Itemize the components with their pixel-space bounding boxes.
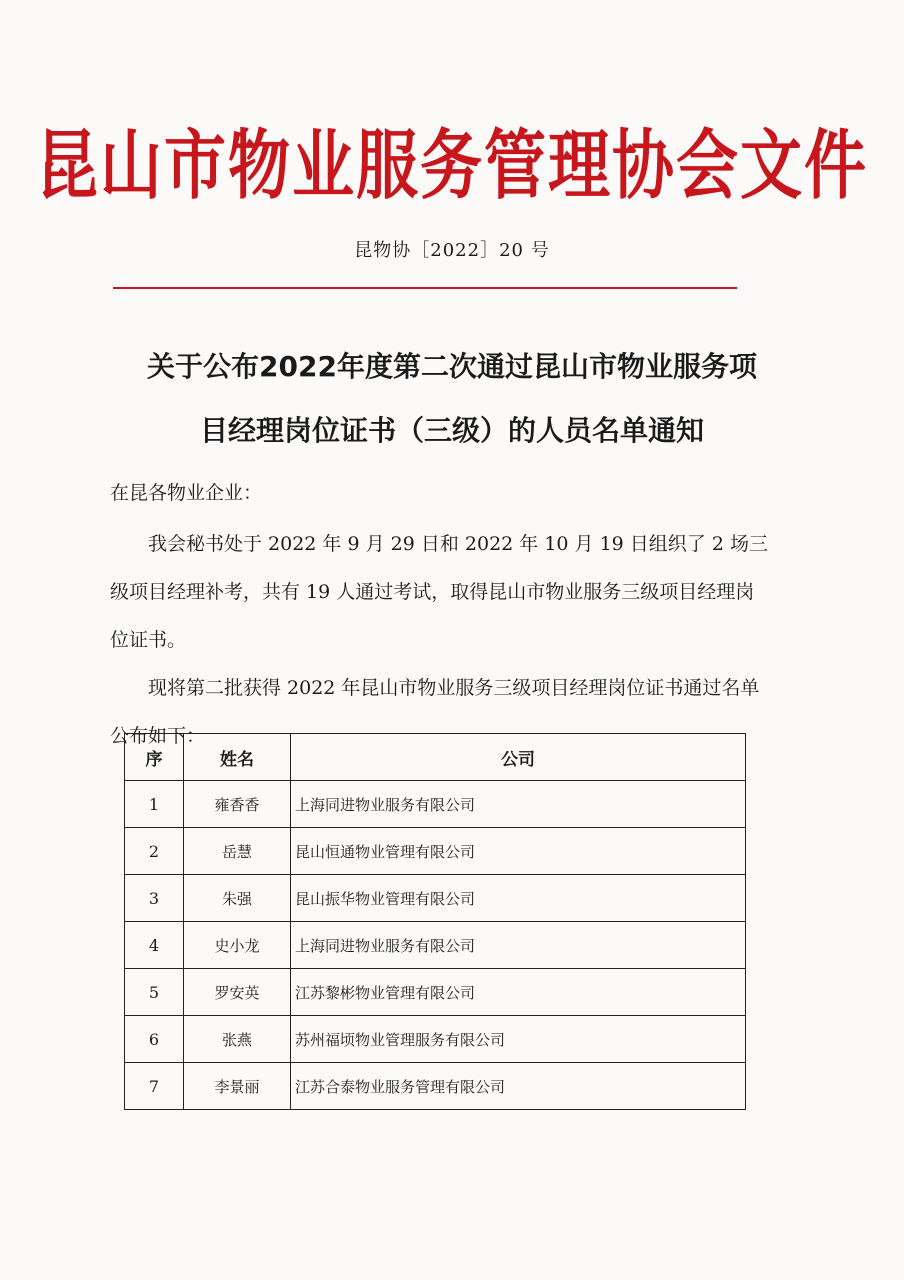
row-name: 朱强 bbox=[184, 875, 291, 922]
row-company: 苏州福顷物业管理服务有限公司 bbox=[291, 1016, 746, 1063]
row-name: 史小龙 bbox=[184, 922, 291, 969]
table-row bbox=[125, 969, 746, 1016]
row-index: 5 bbox=[125, 969, 184, 1016]
table-row bbox=[125, 875, 746, 922]
row-company: 江苏合泰物业服务管理有限公司 bbox=[291, 1063, 746, 1110]
row-name: 李景丽 bbox=[184, 1063, 291, 1110]
row-index: 1 bbox=[125, 781, 184, 828]
name-list-table bbox=[124, 733, 746, 1110]
row-name: 雍香香 bbox=[184, 781, 291, 828]
row-name: 岳慧 bbox=[184, 828, 291, 875]
row-company: 上海同进物业服务有限公司 bbox=[291, 781, 746, 828]
table-row bbox=[125, 1016, 746, 1063]
table-header-row bbox=[125, 734, 746, 781]
table-row bbox=[125, 781, 746, 828]
paragraph-2: 现将第二批获得 2022 年昆山市物业服务三级项目经理岗位证书通过名单公布如下： bbox=[110, 677, 760, 747]
org-header-title: 昆山市物业服务管理协会文件 bbox=[35, 120, 868, 210]
row-index: 6 bbox=[125, 1016, 184, 1063]
table-row bbox=[125, 828, 746, 875]
header-company: 公司 bbox=[291, 734, 746, 781]
notice-title bbox=[100, 335, 804, 463]
table-row bbox=[125, 1063, 746, 1110]
row-name: 罗安英 bbox=[184, 969, 291, 1016]
red-divider-line bbox=[113, 287, 737, 289]
row-index: 3 bbox=[125, 875, 184, 922]
row-company: 江苏黎彬物业管理有限公司 bbox=[291, 969, 746, 1016]
row-company: 昆山振华物业管理有限公司 bbox=[291, 875, 746, 922]
notice-title-line-1: 关于公布2022年度第二次通过昆山市物业服务项 bbox=[147, 350, 757, 383]
paragraph-1: 我会秘书处于 2022 年 9 月 29 日和 2022 年 10 月 19 日组织了 2 场三级项目经理补考，共有 19 人通过考试，取得昆山市物业服务三级项目经理岗位证书。 bbox=[110, 533, 768, 651]
row-index: 2 bbox=[125, 828, 184, 875]
row-company: 昆山恒通物业管理有限公司 bbox=[291, 828, 746, 875]
notice-title-line-2: 目经理岗位证书（三级）的人员名单通知 bbox=[199, 414, 704, 447]
row-index: 7 bbox=[125, 1063, 184, 1110]
row-company: 上海同进物业服务有限公司 bbox=[291, 922, 746, 969]
row-index: 4 bbox=[125, 922, 184, 969]
header-index: 序 bbox=[125, 734, 184, 781]
table-row bbox=[125, 922, 746, 969]
salutation: 在昆各物业企业： bbox=[110, 482, 263, 504]
notice-body bbox=[110, 520, 770, 760]
header-name: 姓名 bbox=[184, 734, 291, 781]
row-name: 张燕 bbox=[184, 1016, 291, 1063]
document-number: 昆物协［2022］20 号 bbox=[354, 240, 550, 261]
